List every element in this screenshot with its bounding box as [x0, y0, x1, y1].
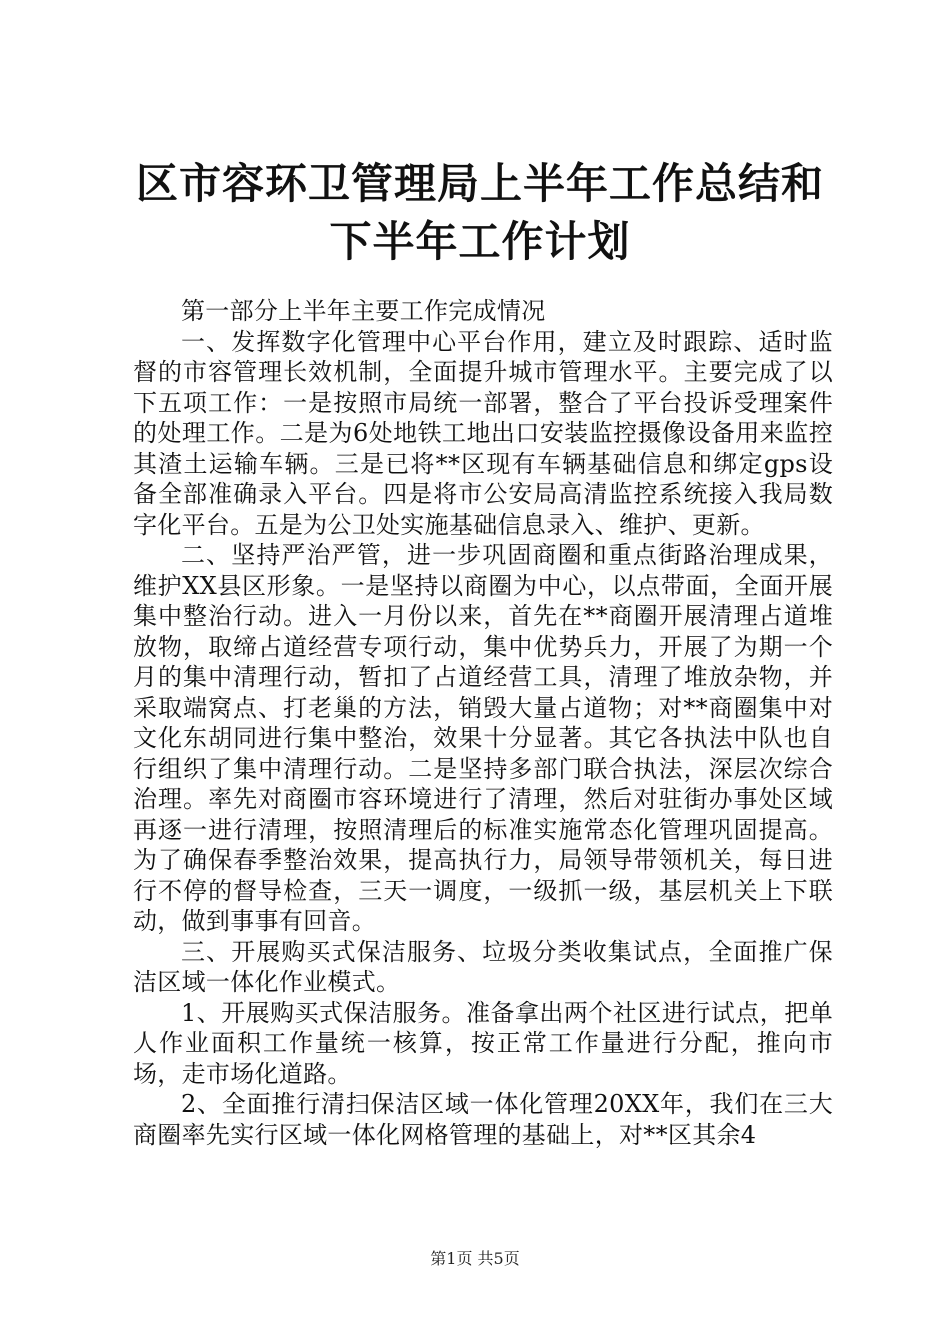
paragraph: 三、开展购买式保洁服务、垃圾分类收集试点，全面推广保洁区域一体化作业模式。 — [133, 937, 833, 996]
document-body — [133, 296, 833, 1150]
section-heading: 第一部分上半年主要工作完成情况 — [181, 297, 546, 325]
paragraph: 2、全面推行清扫保洁区域一体化管理20XX年，我们在三大商圈率先实行区域一体化网格管理的基础上，对**区其余4 — [133, 1090, 833, 1149]
paragraph: 一、发挥数字化管理中心平台作用，建立及时跟踪、适时监督的市容管理长效机制，全面提升城市管理水平。主要完成了以下五项工作：一是按照市局统一部署，整合了平台投诉受理案件的处理工作。二是为6处地铁工地出口安装监控摄像设备用来监控其渣土运输车辆。三是已将**区现有车辆基础信息和绑定gps设备全部准确录入平台。四是将市公安局高清监控系统接入我局数字化平台。五是为公卫处实施基础信息录入、维护、更新。 — [133, 327, 833, 539]
paragraph: 1、开展购买式保洁服务。准备拿出两个社区进行试点，把单人作业面积工作量统一核算，按正常工作量进行分配，推向市场，走市场化道路。 — [133, 998, 833, 1088]
page-number-footer: 第1页 共5页 — [430, 1249, 520, 1268]
paragraph: 二、坚持严治严管，进一步巩固商圈和重点街路治理成果，维护XX县区形象。一是坚持以商圈为中心，以点带面，全面开展集中整治行动。进入一月份以来，首先在**商圈开展清理占道堆放物，取缔占道经营专项行动，集中优势兵力，开展了为期一个月的集中清理行动，暂扣了占道经营工具，清理了堆放杂物，并采取端窝点、打老巢的方法，销毁大量占道物；对**商圈集中对文化东胡同进行集中整治，效果十分显著。其它各执法中队也自行组织了集中清理行动。二是坚持多部门联合执法，深层次综合治理。率先对商圈市容环境进行了清理，然后对驻街办事处区域再逐一进行清理，按照清理后的标准实施常态化管理巩固提高。为了确保春季整治效果，提高执行力，局领导带领机关，每日进行不停的督导检查，三天一调度，一级抓一级，基层机关上下联动，做到事事有回音。 — [133, 541, 833, 935]
document-title: 区市容环卫管理局上半年工作总结和下半年工作计划 — [135, 159, 824, 266]
